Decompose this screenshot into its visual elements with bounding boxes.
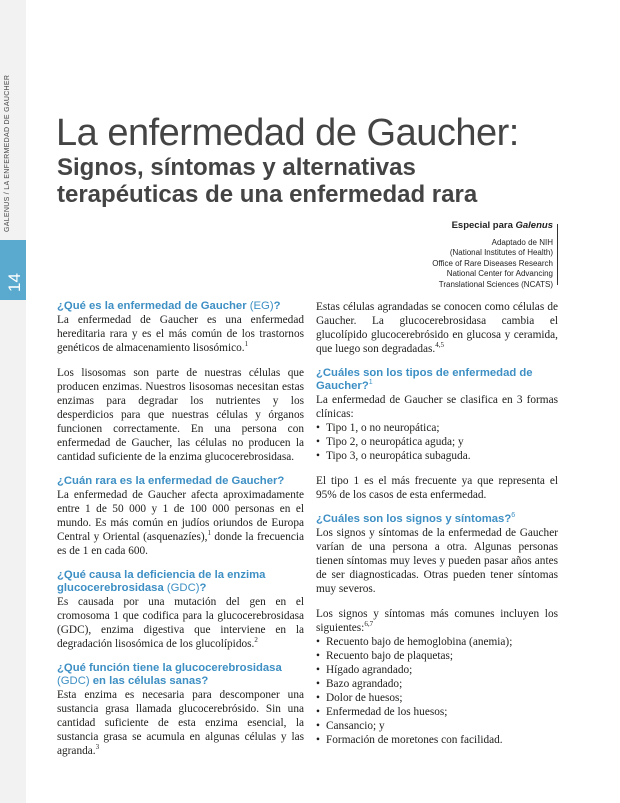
left-column: [57, 300, 304, 758]
list-item: • Enfermedad de los huesos;: [316, 705, 558, 719]
list-item: • Dolor de huesos;: [316, 691, 558, 705]
credit-line: Translational Sciences (NCATS): [438, 279, 553, 289]
paragraph: Los signos y síntomas de la enfermedad de Gaucher varían de una persona a otra. Algunas personas tienen síntomas muy leves y pueden pasar años antes de ser diagnosticadas. Otras pueden tener síntomas muy severos.: [316, 527, 558, 595]
section-heading-what-is: ¿Qué es la enfermedad de Gaucher (EG)?: [57, 300, 281, 312]
credit-line: National Center for Advancing: [446, 269, 553, 278]
right-column: [316, 300, 558, 747]
section-heading-types: ¿Cuáles son los tipos de enfermedad de Gaucher?$^1$: [316, 367, 533, 392]
list-item: • Cansancio; y: [316, 719, 558, 733]
section-heading-signs: ¿Cuáles son los signos y síntomas?$^6$: [316, 512, 516, 525]
section-heading-cause: ¿Qué causa la deficiencia de la enzima glucocerebrosidasa (GDC)?: [57, 569, 266, 594]
paragraph: La enfermedad de Gaucher se clasifica en 3 formas clínicas:: [316, 394, 558, 420]
running-head: GALENUS / LA ENFERMEDAD DE GAUCHER: [4, 74, 11, 232]
list-item: • Recuento bajo de hemoglobina (anemia);: [316, 635, 558, 649]
credit-line: (National Institutes of Health): [449, 248, 553, 257]
paragraph: La enfermedad de Gaucher es una enfermedad hereditaria rara y es el más común de los trastornos genéticos de almacenamiento lisosómico.$^1$: [57, 314, 304, 354]
list-item: • Tipo 1, o no neuropática;: [316, 421, 558, 435]
symptoms-list: [316, 635, 558, 747]
section-heading-how-rare: ¿Cuán rara es la enfermedad de Gaucher?: [57, 475, 285, 487]
credit-rule: [557, 224, 558, 285]
list-item: • Bazo agrandado;: [316, 677, 558, 691]
list-item: • Formación de moretones con facilidad.: [316, 733, 558, 747]
list-item: • Hígado agrandado;: [316, 663, 558, 677]
credit-heading: Especial para Galenus: [451, 220, 553, 231]
credit-brand: Galenus: [515, 220, 553, 231]
page-title: La enfermedad de Gaucher:: [56, 112, 519, 154]
side-bar-bottom: [0, 300, 26, 803]
paragraph: El tipo 1 es el más frecuente ya que representa el 95% de los casos de esta enfermedad.: [316, 475, 558, 501]
credit-line: Office of Rare Diseases Research: [432, 258, 553, 268]
section-heading-function: ¿Qué función tiene la glucocerebrosidasa (GDC) en las células sanas?: [57, 662, 282, 687]
paragraph: Los lisosomas son parte de nuestras células que producen enzimas. Nuestros lisosomas necesitan estas enzimas para degradar los nutrientes y los desperdicios para que nuestras células y órganos funcionen correctamente. En una persona con enfermedad de Gaucher, las células no producen la cantidad suficiente de la enzima glucocerebrosidasa.: [57, 367, 304, 463]
paragraph: La enfermedad de Gaucher afecta aproximadamente entre 1 de 50 000 y 1 de 100 000 personas en el mundo. Es más común en judíos oriundos de Europa Central y Oriental (asquenazíes),$^1$ donde la frecuencia es de 1 en cada 600.: [57, 489, 305, 557]
paragraph: Es causada por una mutación del gen en el cromosoma 1 que codifica para la glucocerebrosidasa (GDC), enzima digestiva que interviene en la degradación lisosómica de los glucolípidos.$^2$: [57, 596, 304, 650]
page-subtitle: Signos, síntomas y alternativas terapéuticas de una enfermedad rara: [57, 154, 478, 208]
list-item: • Recuento bajo de plaquetas;: [316, 649, 558, 663]
paragraph: Los signos y síntomas más comunes incluyen los siguientes:$^{6,7}$: [316, 608, 558, 634]
types-list: [316, 421, 558, 463]
credit-line: Adaptado de NIH: [491, 237, 553, 247]
paragraph: Estas células agrandadas se conocen como células de Gaucher. La glucocerebrosidasa cambia el glucolípido glucocerebrósido en glucosa y ceramida, que luego son degradadas.$^{4,5}$: [316, 301, 558, 355]
credit-block: [432, 221, 553, 290]
list-item: • Tipo 3, o neuropática subaguda.: [316, 449, 558, 463]
page-number: 14: [5, 273, 24, 292]
paragraph: Esta enzima es necesaria para descomponer una sustancia grasa llamada glucocerebrósido. Sin una cantidad suficiente de esta enzima esencial, la sustancia grasa se acumula en algunas células y las agranda.$^3$: [57, 689, 304, 757]
list-item: • Tipo 2, o neuropática aguda; y: [316, 435, 558, 449]
